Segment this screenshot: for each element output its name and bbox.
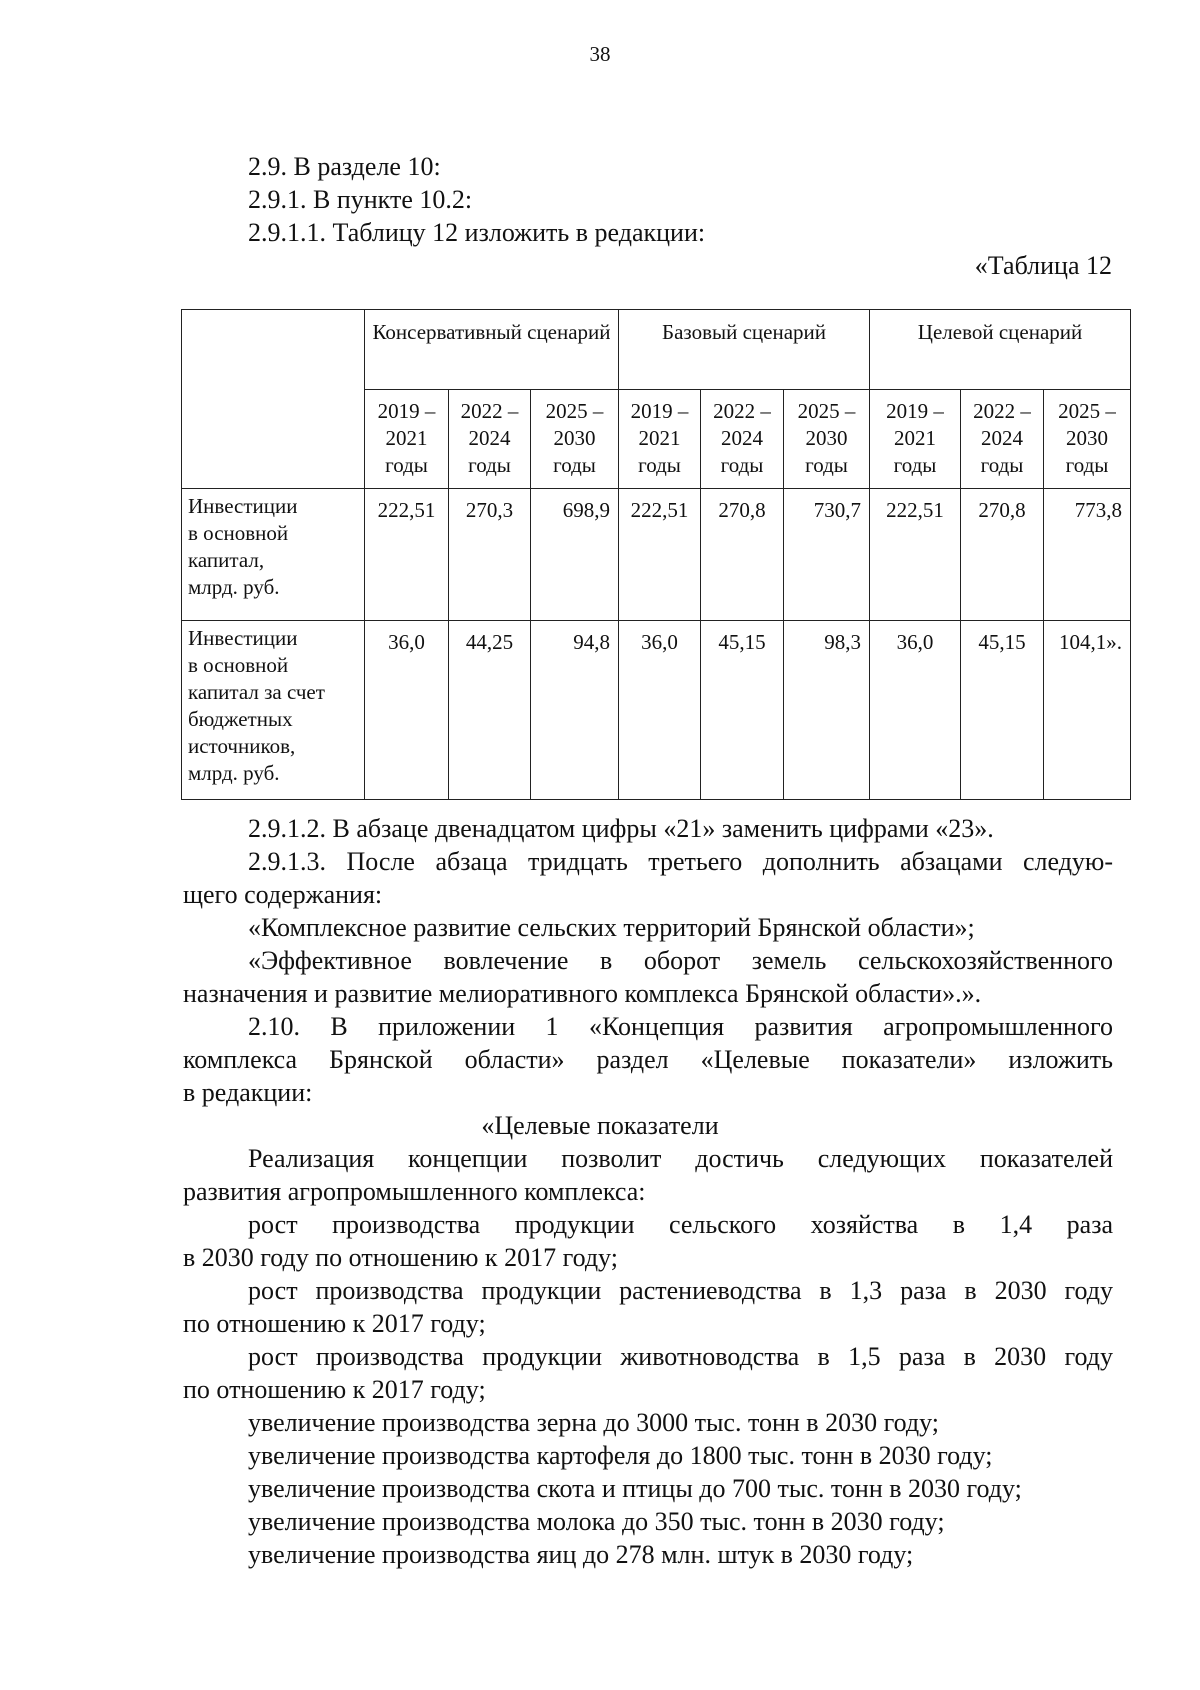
table-cell: 270,8 xyxy=(701,489,784,621)
period-header: 2022 – 2024 годы xyxy=(701,390,784,489)
table-cell: 698,9 xyxy=(531,489,619,621)
section-title: «Целевые показатели xyxy=(481,1111,719,1140)
table-caption: «Таблица 12 xyxy=(974,251,1112,280)
table-cell: 222,51 xyxy=(870,489,961,621)
table-cell: 36,0 xyxy=(870,621,961,800)
paragraph: 2.9.1.2. В абзаце двенадцатом цифры «21» заменить цифрами «23». xyxy=(248,814,994,843)
table-cell: 36,0 xyxy=(365,621,449,800)
paragraph: в 2030 году по отношению к 2017 году; xyxy=(183,1243,618,1272)
table-cell: 94,8 xyxy=(531,621,619,800)
scenario-target: Целевой сценарий xyxy=(870,310,1131,390)
paragraph: рост производства продукции животноводства в 1,5 раза в 2030 году xyxy=(248,1342,1113,1371)
period-header: 2025 – 2030 годы xyxy=(531,390,619,489)
subsubsection-heading: 2.9.1.1. Таблицу 12 изложить в редакции: xyxy=(248,218,706,247)
investment-table xyxy=(181,309,1131,800)
paragraph: 2.10. В приложении 1 «Концепция развития агропромышленного xyxy=(248,1012,1113,1041)
paragraph: рост производства продукции сельского хозяйства в 1,4 раза xyxy=(248,1210,1113,1239)
paragraph: по отношению к 2017 году; xyxy=(183,1309,486,1338)
period-header: 2019 – 2021 годы xyxy=(870,390,961,489)
table-cell: 45,15 xyxy=(961,621,1044,800)
table-cell: 36,0 xyxy=(619,621,701,800)
paragraph: по отношению к 2017 году; xyxy=(183,1375,486,1404)
row-label: Инвестиции в основной капитал, млрд. руб. xyxy=(182,489,365,621)
period-header: 2022 – 2024 годы xyxy=(961,390,1044,489)
paragraph: «Комплексное развитие сельских территорий Брянской области»; xyxy=(248,913,975,942)
subsection-heading: 2.9.1. В пункте 10.2: xyxy=(248,185,473,214)
corner-cell xyxy=(182,310,365,489)
paragraph: 2.9.1.3. После абзаца тридцать третьего дополнить абзацами следую- xyxy=(248,847,1113,876)
period-header: 2019 – 2021 годы xyxy=(619,390,701,489)
list-item: увеличение производства зерна до 3000 тыс. тонн в 2030 году; xyxy=(248,1408,939,1437)
paragraph: «Эффективное вовлечение в оборот земель сельскохозяйственного xyxy=(248,946,1113,975)
paragraph: развития агропромышленного комплекса: xyxy=(183,1177,646,1206)
paragraph: рост производства продукции растениеводства в 1,3 раза в 2030 году xyxy=(248,1276,1113,1305)
table-row xyxy=(182,489,1131,621)
table-cell: 773,8 xyxy=(1044,489,1131,621)
section-heading: 2.9. В разделе 10: xyxy=(248,152,441,181)
scenario-conservative: Консервативный сценарий xyxy=(365,310,619,390)
table-cell: 730,7 xyxy=(784,489,870,621)
period-header: 2022 – 2024 годы xyxy=(449,390,531,489)
scenario-base: Базовый сценарий xyxy=(619,310,870,390)
table-cell: 44,25 xyxy=(449,621,531,800)
period-header: 2025 – 2030 годы xyxy=(1044,390,1131,489)
table-cell: 222,51 xyxy=(619,489,701,621)
period-header: 2025 – 2030 годы xyxy=(784,390,870,489)
paragraph: назначения и развитие мелиоративного комплекса Брянской области».». xyxy=(183,979,982,1008)
table-cell: 222,51 xyxy=(365,489,449,621)
row-label: Инвестиции в основной капитал за счет бюджетных источников, млрд. руб. xyxy=(182,621,365,800)
list-item: увеличение производства яиц до 278 млн. штук в 2030 году; xyxy=(248,1540,914,1569)
scenario-header-row xyxy=(182,310,1131,390)
paragraph: щего содержания: xyxy=(183,880,383,909)
list-item: увеличение производства картофеля до 1800 тыс. тонн в 2030 году; xyxy=(248,1441,993,1470)
list-item: увеличение производства скота и птицы до 700 тыс. тонн в 2030 году; xyxy=(248,1474,1022,1503)
period-header: 2019 – 2021 годы xyxy=(365,390,449,489)
page-number: 38 xyxy=(589,42,611,66)
table-row xyxy=(182,621,1131,800)
table-cell: 98,3 xyxy=(784,621,870,800)
table-cell: 270,3 xyxy=(449,489,531,621)
table-cell: 270,8 xyxy=(961,489,1044,621)
paragraph: Реализация концепции позволит достичь следующих показателей xyxy=(248,1144,1113,1173)
paragraph: комплекса Брянской области» раздел «Целевые показатели» изложить xyxy=(183,1045,1113,1074)
paragraph: в редакции: xyxy=(183,1078,313,1107)
table-cell: 104,1». xyxy=(1044,621,1131,800)
table-cell: 45,15 xyxy=(701,621,784,800)
list-item: увеличение производства молока до 350 тыс. тонн в 2030 году; xyxy=(248,1507,945,1536)
